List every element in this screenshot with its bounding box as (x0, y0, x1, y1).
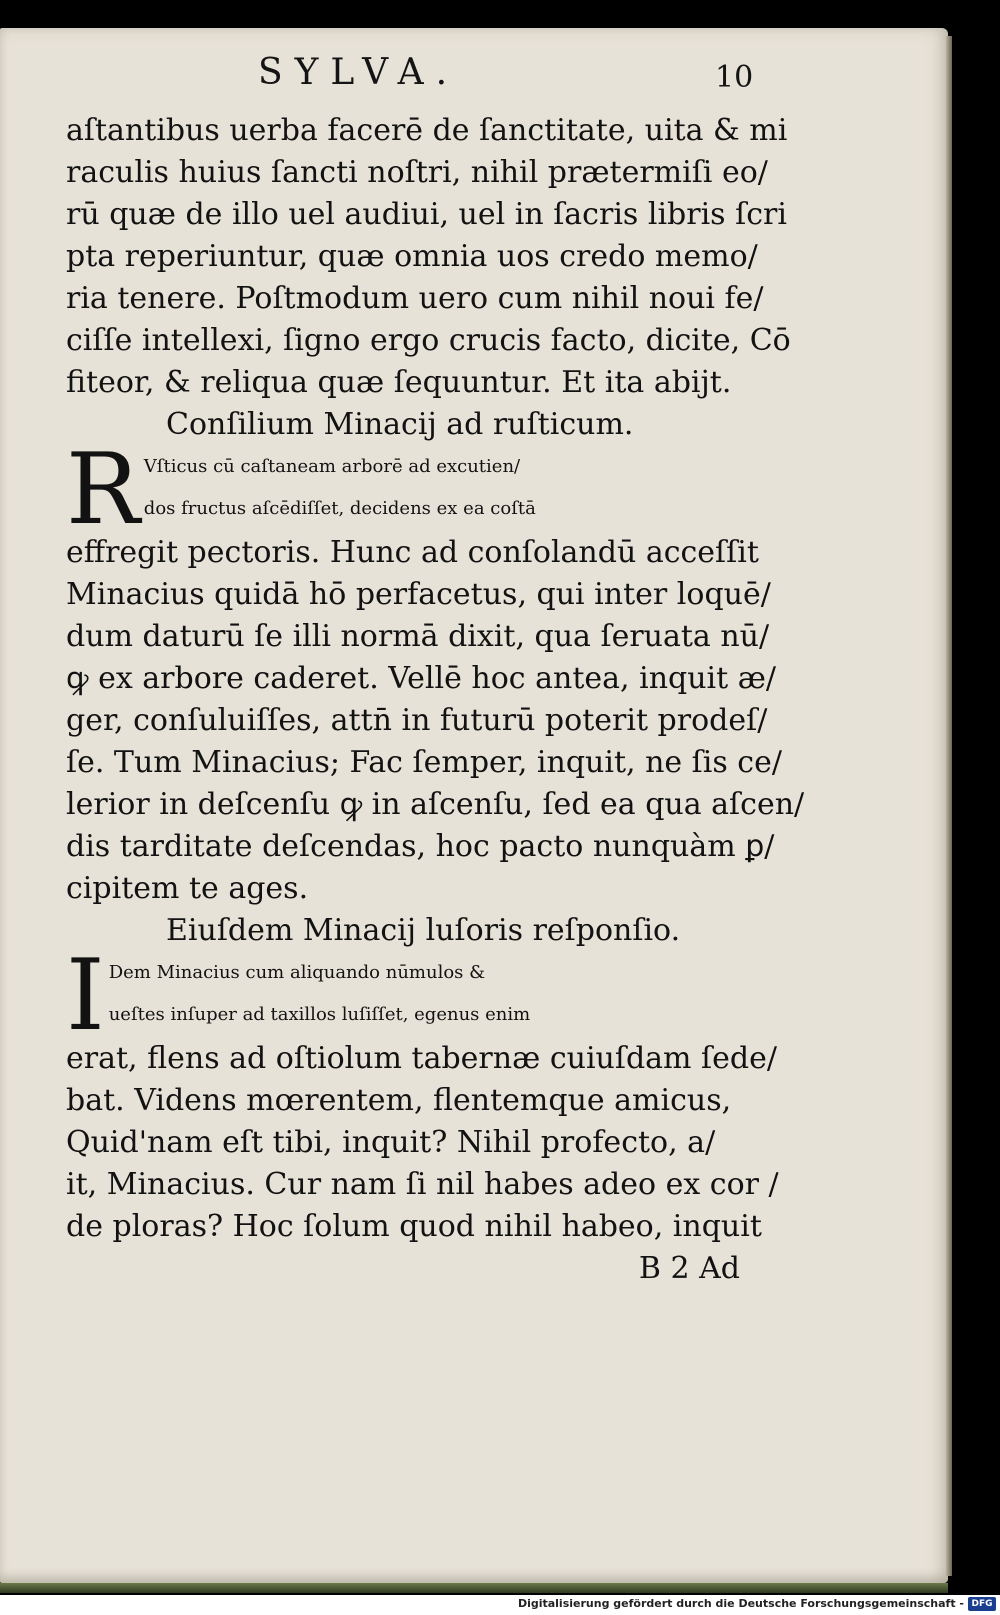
page-number: 10 (715, 60, 754, 95)
page-text (66, 110, 806, 1290)
text-line: ria tenere. Poſtmodum uero cum nihil noui fe/ (66, 281, 764, 316)
text-line: effregit pectoris. Hunc ad conſolandū acceſſit (66, 535, 759, 570)
text-line: dos fructus aſcēdiſſet, decidens ex ea coſtā (143, 498, 536, 519)
binding-strip (0, 1583, 948, 1593)
footer-credit: Digitalisierung gefördert durch die Deutsche Forschungsgemeinschaft - (517, 1597, 964, 1610)
section-2 (66, 952, 806, 1038)
text-line: aſtantibus uerba facerē de ſanctitate, uita & mi (66, 113, 788, 148)
text-line: raculis huius ſancti noſtri, nihil prætermiſi eo/ (66, 155, 768, 190)
text-line: Vſticus cū caſtaneam arborē ad excutien/ (143, 456, 521, 477)
text-line: Minacius quidā hō perfacetus, qui inter loquē/ (66, 577, 771, 612)
text-line: Dem Minacius cum aliquando nūmulos & (108, 962, 486, 983)
text-line: it, Minacius. Cur nam ſi nil habes adeo ex cor / (66, 1167, 779, 1202)
text-line: ciſſe intellexi, ſigno ergo crucis facto, dicite, Cō (66, 323, 791, 358)
page-edge (946, 36, 952, 1576)
text-line: ger, conſuluiſſes, attn̄ in futurū poterit prodeſ/ (66, 703, 768, 738)
text-line: lerior in deſcenſu ꝙ in aſcenſu, ſed ea qua aſcen/ (66, 787, 805, 822)
text-line: ſe. Tum Minacius; Fac ſemper, inquit, ne ſis ce/ (66, 745, 782, 780)
text-line: de ploras? Hoc ſolum quod nihil habeo, inquit (66, 1209, 762, 1244)
section-heading: Conſilium Minacij ad ruſticum. (166, 407, 634, 442)
text-line: cipitem te ages. (66, 871, 309, 906)
text-line: fiteor, & reliqua quæ ſequuntur. Et ita abijt. (66, 365, 732, 400)
section-1 (66, 446, 806, 532)
footer-bar (0, 1595, 1000, 1615)
text-line: erat, flens ad oſtiolum tabernæ cuiuſdam ſede/ (66, 1041, 777, 1076)
text-line: pta reperiuntur, quæ omnia uos credo memo/ (66, 239, 758, 274)
drop-cap: I (66, 952, 105, 1038)
text-line: rū quæ de illo uel audiui, uel in ſacris libris ſcri (66, 197, 787, 232)
catchword: B 2 Ad (638, 1251, 740, 1286)
page-header (0, 52, 948, 102)
text-line: dum daturū ſe illi normā dixit, qua ſeruata nū/ (66, 619, 770, 654)
text-line: bat. Videns mœrentem, flentemque amicus, (66, 1083, 732, 1118)
running-head: SYLVA. (258, 52, 460, 93)
section-heading: Eiuſdem Minacij luſoris reſponſio. (166, 913, 681, 948)
text-line: ꝙ ex arbore caderet. Vellē hoc antea, inquit æ/ (66, 661, 777, 696)
text-line: Quid'nam eſt tibi, inquit? Nihil profecto, a/ (66, 1125, 716, 1160)
dfg-logo-icon: DFG (968, 1597, 996, 1611)
text-line: dis tarditate deſcendas, hoc pacto nunquàm ꝑ/ (66, 829, 775, 864)
text-line: ueſtes inſuper ad taxillos luſiſſet, egenus enim (108, 1004, 531, 1025)
drop-cap: R (66, 446, 140, 532)
